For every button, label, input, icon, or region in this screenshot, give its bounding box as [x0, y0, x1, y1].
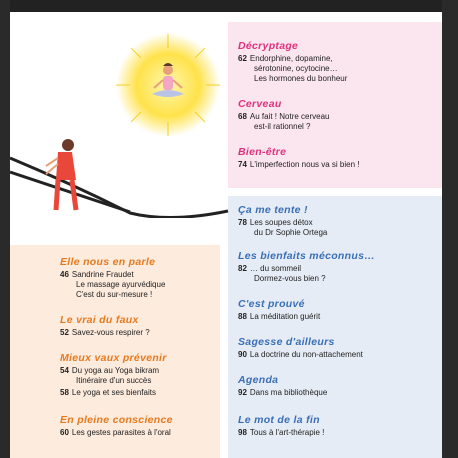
list-item[interactable]: 82 … du sommeil Dormez-vous bien ? — [238, 264, 326, 283]
section-heading: Agenda — [238, 374, 279, 386]
section-cest-prouve — [238, 298, 438, 322]
section-mieux-vaux-prevenir — [60, 352, 218, 398]
section-ca-me-tente — [238, 204, 438, 238]
list-item[interactable]: 46 Sandrine Fraudet Le massage ayurvédique C'est du sur-mesure ! — [60, 270, 166, 299]
section-cerveau — [238, 98, 438, 132]
section-bienfaits-meconnus — [238, 250, 438, 284]
section-heading: Le mot de la fin — [238, 414, 320, 426]
list-item[interactable]: 98 Tous à l'art-thérapie ! — [238, 428, 325, 437]
magazine-page — [10, 0, 442, 458]
list-item[interactable]: 74 L'imperfection nous va si bien ! — [238, 160, 360, 169]
section-elle-nous-en-parle — [60, 256, 218, 300]
section-heading: Sagesse d'ailleurs — [238, 336, 335, 348]
section-heading: Le vrai du faux — [60, 314, 139, 326]
list-item[interactable]: 52 Savez-vous respirer ? — [60, 328, 150, 337]
section-agenda — [238, 374, 438, 398]
section-heading: Ça me tente ! — [238, 204, 308, 216]
section-sagesse-dailleurs — [238, 336, 438, 360]
list-item[interactable]: 60 Les gestes parasites à l'oral — [60, 428, 171, 437]
list-item[interactable]: 62 Endorphine, dopamine, sérotonine, ocytocine… Les hormones du bonheur — [238, 54, 348, 83]
section-heading: C'est prouvé — [238, 298, 305, 310]
section-en-pleine-conscience — [60, 414, 218, 438]
section-heading: Bien-être — [238, 146, 287, 158]
list-item[interactable]: 90 La doctrine du non-attachement — [238, 350, 363, 359]
top-edge — [10, 0, 442, 12]
list-item[interactable]: 78 Les soupes détox du Dr Sophie Ortega — [238, 218, 328, 237]
battle-rope-illustration — [10, 138, 230, 218]
list-item[interactable]: 54 Du yoga au Yoga bikram Itinéraire d'un succès — [60, 366, 160, 385]
section-heading: Décryptage — [238, 40, 299, 52]
section-heading: Cerveau — [238, 98, 282, 110]
section-heading: Les bienfaits méconnus… — [238, 250, 376, 262]
section-heading: Elle nous en parle — [60, 256, 156, 268]
section-decryptage — [238, 40, 438, 84]
list-item[interactable]: 68 Au fait ! Notre cerveau est-il rationnel ? — [238, 112, 330, 131]
list-item[interactable]: 58 Le yoga et ses bienfaits — [60, 388, 156, 397]
section-vrai-du-faux — [60, 314, 218, 338]
section-bien-etre — [238, 146, 438, 170]
section-mot-de-la-fin — [238, 414, 438, 438]
section-heading: Mieux vaux prévenir — [60, 352, 167, 364]
section-heading: En pleine conscience — [60, 414, 173, 426]
list-item[interactable]: 92 Dans ma bibliothèque — [238, 388, 328, 397]
meditation-illustration — [110, 32, 226, 138]
list-item[interactable]: 88 La méditation guérit — [238, 312, 321, 321]
